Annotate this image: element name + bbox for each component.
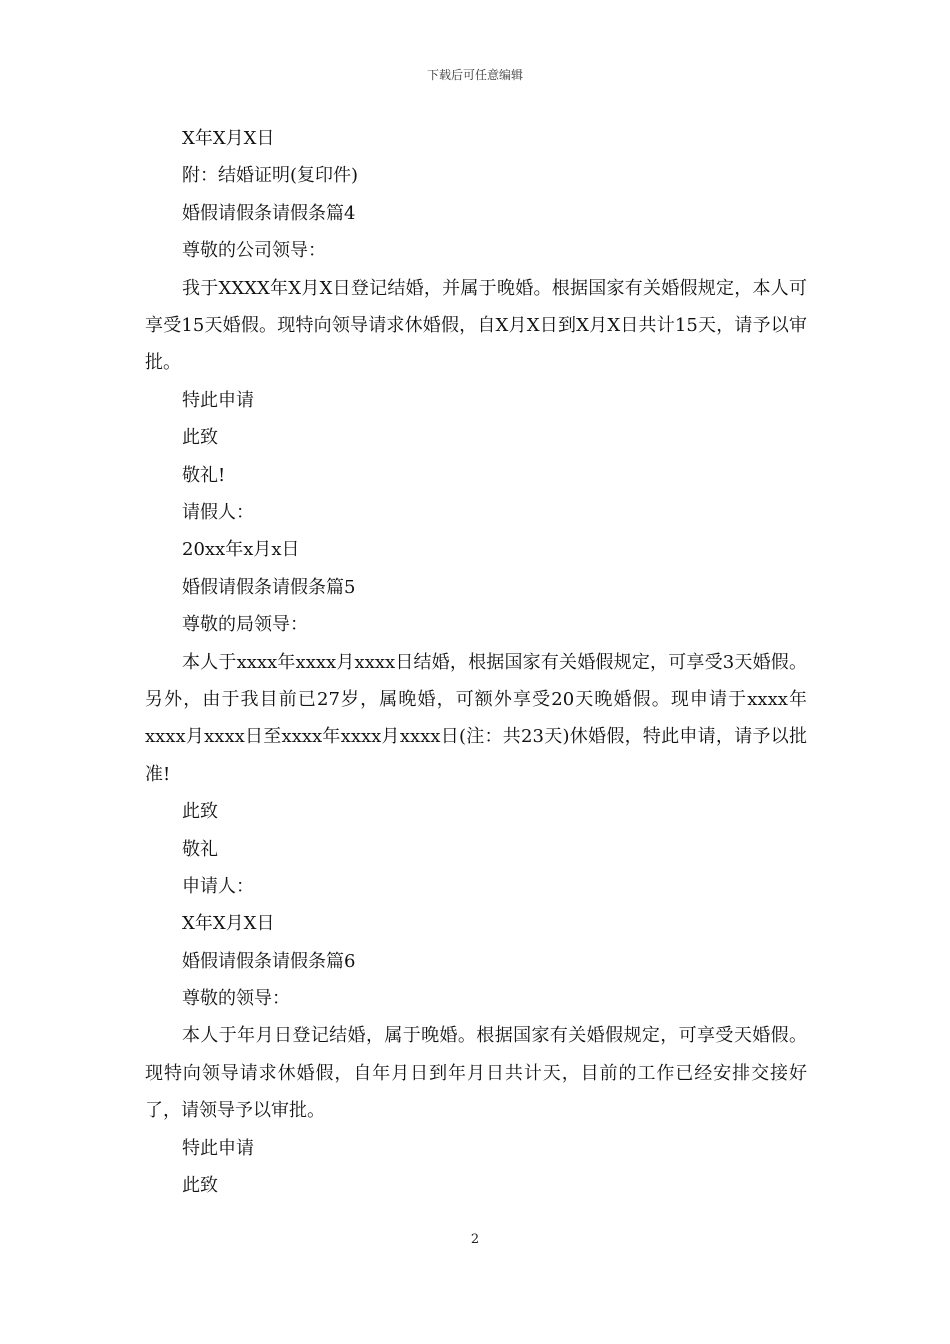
date-line-5: X年X月X日: [182, 913, 275, 935]
salutation-5: 尊敬的局领导：: [182, 614, 308, 636]
body-paragraph-5: 本人于xxxx年xxxx月xxxx日结婚，根据国家有关婚假规定，可享受3天婚假。另外，由于我目前已27岁，属晚婚，可额外享受20天晚婚假。现申请于xxxx年xxxx月xxxx日至xxxx年xxxx月xxxx日(注：共23天)休婚假，特此申请，请予以批准!: [145, 651, 807, 785]
salutation-6: 尊敬的领导：: [182, 988, 290, 1010]
closing-cizhi-5: 此致: [182, 801, 218, 823]
section-title-6: 婚假请假条请假条篇6: [182, 950, 356, 972]
body-paragraph-6: 本人于年月日登记结婚，属于晚婚。根据国家有关婚假规定，可享受天婚假。现特向领导请求休婚假，自年月日到年月日共计天，目前的工作已经安排交接好了，请领导予以审批。: [145, 1025, 807, 1122]
closing-jingli-4: 敬礼!: [182, 464, 226, 486]
signer-label-4: 请假人：: [182, 501, 254, 523]
salutation-4: 尊敬的公司领导：: [182, 240, 326, 262]
section-title-5: 婚假请假条请假条篇5: [182, 576, 356, 598]
closing-jingli-5: 敬礼: [182, 838, 218, 860]
date-line-4: 20xx年x月x日: [182, 539, 300, 561]
section-title-4: 婚假请假条请假条篇4: [182, 202, 356, 224]
body-paragraph-4: 我于XXXX年X月X日登记结婚，并属于晚婚。根据国家有关婚假规定，本人可享受15天婚假。现特向领导请求休婚假，自X月X日到X月X日共计15天，请予以审批。: [145, 277, 807, 374]
signer-label-5: 申请人：: [182, 875, 254, 897]
page-number: 2: [470, 1232, 480, 1247]
closing-cizhi-6: 此致: [182, 1175, 218, 1197]
page-header: 下载后可任意编辑: [426, 68, 523, 82]
closing-phrase-4: 特此申请: [182, 389, 254, 411]
date-line: X年X月X日: [182, 128, 275, 149]
document-body: [145, 120, 807, 1204]
attachment-line: 附：结婚证明(复印件): [182, 165, 359, 187]
closing-phrase-6: 特此申请: [182, 1137, 254, 1159]
closing-cizhi-4: 此致: [182, 427, 218, 449]
